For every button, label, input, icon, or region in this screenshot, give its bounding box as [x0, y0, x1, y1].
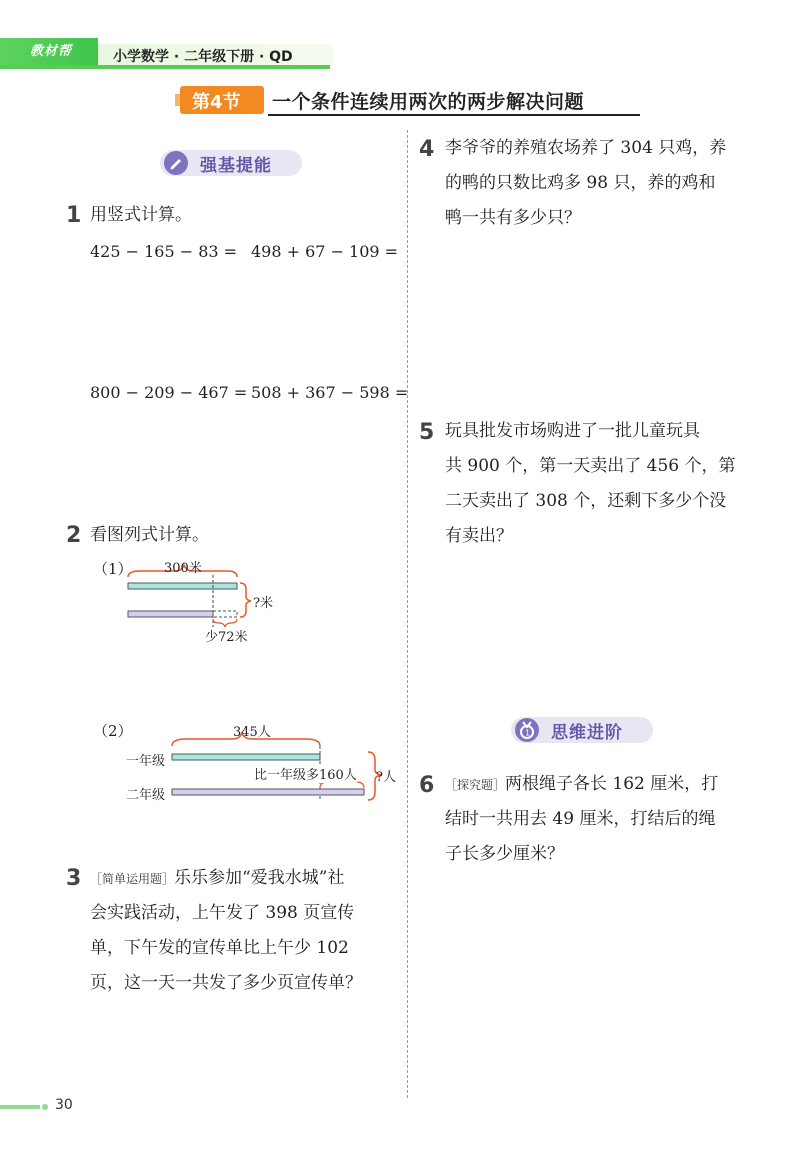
q3-line-3: 单，下午发的宣传单比上午少 102	[90, 938, 349, 958]
question-number-6: 6	[419, 773, 435, 798]
q2-part2-row2: 二年级	[126, 788, 166, 803]
question-number-5: 5	[419, 420, 435, 445]
q2-part2-question: ?人	[376, 770, 396, 785]
q2-part1-question: ?米	[253, 596, 273, 611]
q6-line-2: 结时一共用去 49 厘米，打结后的绳	[445, 809, 716, 829]
pill-basic-label: 强基提能	[200, 156, 272, 176]
q2-part2-label: （2）	[93, 722, 133, 740]
q2-part1-diff: 少72米	[205, 630, 248, 645]
q2-part1-top-value: 300米	[164, 561, 202, 576]
question-number-3: 3	[66, 866, 82, 891]
q3-tag: ［简单运用题］	[90, 872, 175, 886]
page-number: 30	[55, 1097, 73, 1113]
section-badge-label: 第4节	[192, 92, 241, 113]
q2-text: 看图列式计算。	[90, 525, 209, 545]
footer-bar	[0, 1105, 40, 1109]
q4-line-2: 的鸭的只数比鸡多 98 只，养的鸡和	[445, 173, 716, 193]
section-title: 一个条件连续用两次的两步解决问题	[272, 91, 585, 113]
section-title-underline	[268, 114, 640, 116]
q6-line-3: 子长多少厘米？	[445, 844, 564, 864]
q6-line-1	[445, 767, 718, 803]
svg-text:1: 1	[525, 728, 531, 738]
q3-line-2: 会实践活动，上午发了 398 页宣传	[90, 903, 355, 923]
q5-line-2: 共 900 个，第一天卖出了 456 个，第	[445, 456, 736, 476]
q4-line-1: 李爷爷的养殖农场养了 304 只鸡，养	[445, 138, 727, 158]
q2-part1-label: （1）	[93, 560, 133, 578]
q2-part2-diff: 比一年级多160人	[254, 764, 357, 783]
q6-tag: ［探究题］	[445, 778, 506, 792]
question-number-2: 2	[66, 523, 82, 548]
question-number-4: 4	[419, 137, 435, 162]
footer-dot	[42, 1104, 48, 1110]
q5-line-3: 二天卖出了 308 个，还剩下多少个没	[445, 491, 727, 511]
pill-advanced-label: 思维进阶	[551, 723, 623, 743]
q5-line-1: 玩具批发市场购进了一批儿童玩具	[445, 421, 700, 441]
q5-line-4: 有卖出？	[445, 526, 513, 546]
header-tag: 教材帮	[30, 44, 73, 59]
q3-line-1	[90, 861, 344, 897]
q1-expr-4: 508 + 367 − 598 =	[251, 383, 409, 402]
q6-line-1-text: 两根绳子各长 162 厘米，打	[505, 774, 719, 794]
header-title: 小学数学 · 二年级下册 · QD	[113, 49, 293, 65]
question-number-1: 1	[66, 203, 82, 228]
q4-line-3: 鸭一共有多少只？	[445, 208, 581, 228]
q1-expr-1: 425 − 165 − 83 =	[90, 242, 238, 261]
q3-line-1-text: 乐乐参加“爱我水城”社	[174, 868, 345, 888]
q2-part2-top-value: 345人	[233, 725, 271, 740]
q2-part2-row1: 一年级	[126, 754, 166, 769]
q1-expr-3: 800 − 209 − 467 =	[90, 383, 248, 402]
medal-icon	[515, 718, 539, 742]
pencil-icon	[164, 151, 188, 175]
q1-text: 用竖式计算。	[90, 205, 192, 225]
q3-line-4: 页，这一天一共发了多少页宣传单？	[90, 973, 362, 993]
q1-expr-2: 498 + 67 − 109 =	[251, 242, 399, 261]
column-divider	[407, 130, 408, 1098]
